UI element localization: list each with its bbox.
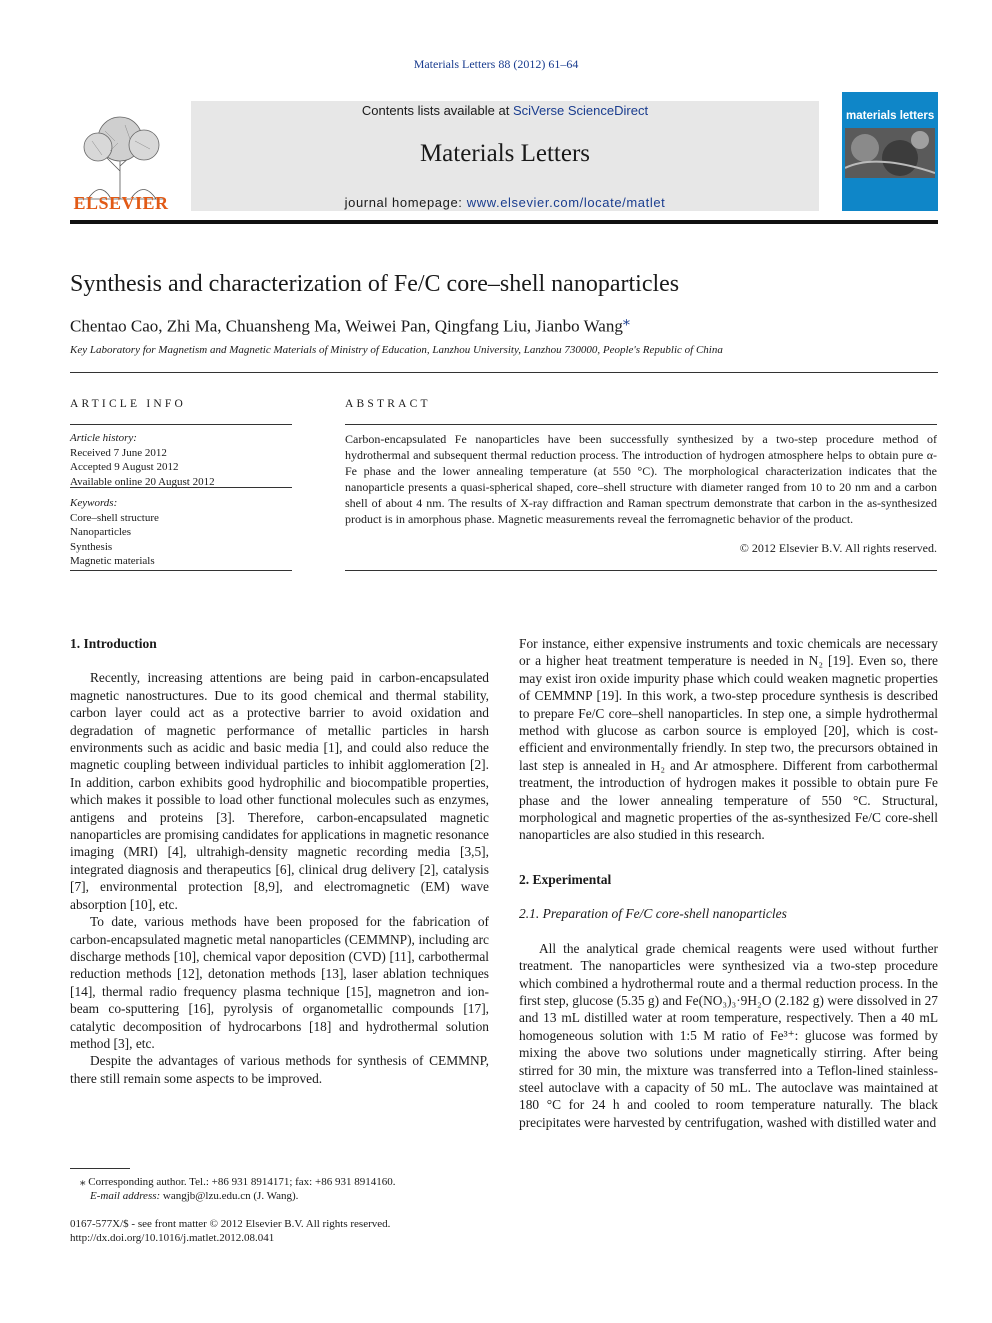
keyword-item: Nanoparticles	[70, 526, 132, 538]
email-label: E-mail address:	[90, 1190, 163, 1202]
journal-homepage	[191, 195, 819, 210]
keyword-item: Core–shell structure	[70, 511, 159, 524]
section-heading-introduction: 1. Introduction	[70, 636, 157, 651]
keywords-rule	[70, 570, 292, 571]
contents-availability	[191, 103, 819, 118]
footnote-rule	[70, 1168, 130, 1169]
article-info-heading: ARTICLE INFO	[70, 398, 186, 410]
article-history	[70, 431, 292, 489]
intro-paragraph: Despite the advantages of various methods for synthesis of CEMMNP, there still remain some aspects to be improved.	[70, 1053, 489, 1086]
intro-paragraph: For instance, either expensive instruments and toxic chemicals are necessary or a higher heat treatment temperature is needed in N₂ [19]. Even so, there may exist iron oxide impurity phase which could weaken magnetic properties of CEMMNP [19]. In this work, a two-step procedure synthesis is described to prepare Fe/C core–shell nanoparticles. In step one, a simple hydrothermal method with glucose as carbon source is employed [20], which is cost-efficient and environmentally friendly. In step two, the precursors obtained in last step is annealed in H₂ and Ar atmosphere. Different from carbothermal treatment, the introduction of hydrogen makes it possible to obtain pure Fe phase and the lower annealing temperature of 550 °C. Structural, morphological and magnetic properties of the as-synthesized Fe/C core-shell nanoparticles are also studied in this research.	[519, 636, 938, 843]
author-list	[70, 313, 630, 337]
online-date: Available online 20 August 2012	[70, 475, 215, 488]
title-divider	[70, 372, 938, 373]
accepted-date: Accepted 9 August 2012	[70, 461, 179, 473]
abstract-copyright: © 2012 Elsevier B.V. All rights reserved.	[739, 541, 937, 555]
article-info-rule	[70, 424, 292, 425]
keywords-label: Keywords:	[70, 497, 118, 509]
keyword-item: Magnetic materials	[70, 555, 155, 567]
cover-micrograph-image	[845, 128, 935, 178]
intro-paragraph: Recently, increasing attentions are being paid in carbon-encapsulated magnetic nanostructures. Due to its good chemical and thermal stability, carbon layer could act as a protective barrier to avoid oxidation and degradation of magnetic performance of metallic particles in harsh environments such as acidic and basic media [1], and could also reduce the magnetic coupling between individual particles to inhibit agglomeration [2]. In addition, carbon exhibits good hydrophilic and biocompatible properties, which makes it possible to load other functional molecules such as enzymes, antigens and proteins [3]. Therefore, carbon-encapsulated magnetic nanoparticles are promising candidates for applications in magnetic resonance imaging (MRI) [4], ultrahigh-density magnetic recording media [3,5], integrated diagnosis and therapeutics [6], clinical drug delivery [2], catalysis [7], environmental protection [8,9], and electromagnetic (EM) wave absorption [10], etc.	[70, 670, 489, 912]
corresponding-author-note: ⁎ Corresponding author. Tel.: +86 931 8914171; fax: +86 931 8914160.	[80, 1176, 396, 1188]
right-column	[519, 635, 938, 1131]
article-title: Synthesis and characterization of Fe/C core–shell nanoparticles	[70, 271, 680, 297]
sciencedirect-link[interactable]: SciVerse ScienceDirect	[512, 103, 649, 118]
homepage-prefix: journal homepage:	[344, 195, 467, 210]
homepage-link[interactable]: www.elsevier.com/locate/matlet	[466, 195, 666, 210]
contents-prefix: Contents lists available at	[361, 103, 513, 118]
issn-line: 0167-577X/$ - see front matter © 2012 Elsevier B.V. All rights reserved.	[70, 1218, 391, 1230]
keywords	[70, 496, 292, 569]
history-rule	[70, 487, 292, 488]
cover-title: materials letters	[846, 110, 935, 122]
experimental-paragraph: All the analytical grade chemical reagents were used without further treatment. The nanoparticles were synthesized via a two-step procedure which combined a hydrothermal route and a thermal reduction process. In the first step, glucose (5.35 g) and Fe(NO₃)₃·9H₂O (2.182 g) were dissolved in 27 and 13 mL distilled water at room temperature, respectively. Then a 40 mL homogeneous solution with 1:5 M ratio of Fe³⁺: glucose was formed by mixing the above two solutions under magnetically stirring. After being stirred for 30 min, the mixture was transferred into a Teflon-lined stainless-steel autoclave with a capacity of 50 mL. The autoclave was maintained at 180 °C for 24 h and cooled to room temperature naturally. The black precipitates were harvested by centrifugation, washed with distilled water and	[519, 940, 938, 1130]
left-column	[70, 635, 489, 1087]
history-label: Article history:	[70, 432, 137, 444]
affiliation: Key Laboratory for Magnetism and Magnetic Materials of Ministry of Education, Lanzhou University, Lanzhou 730000, People's Republic of China	[70, 344, 723, 356]
subsection-heading: 2.1. Preparation of Fe/C core-shell nanoparticles	[519, 906, 787, 922]
journal-citation[interactable]: Materials Letters 88 (2012) 61–64	[413, 57, 579, 71]
email-note	[90, 1189, 510, 1203]
section-heading-experimental: 2. Experimental	[519, 871, 612, 887]
doi-link[interactable]: http://dx.doi.org/10.1016/j.matlet.2012.08.041	[70, 1232, 275, 1244]
corresponding-author-marker[interactable]: ⁎	[622, 313, 630, 329]
abstract-rule	[345, 424, 937, 425]
authors-text: Chentao Cao, Zhi Ma, Chuansheng Ma, Weiwei Pan, Qingfang Liu, Jianbo Wang	[70, 316, 623, 336]
intro-paragraph: To date, various methods have been proposed for the fabrication of carbon-encapsulated magnetic metal nanoparticles (CEMMNP), including arc discharge methods [10], chemical vapor deposition (CVD) [11], carbothermal reduction methods [12], detonation methods [13], laser ablation techniques [14], thermal radio frequency plasma technique [15], magnetron and ion-beam co-sputtering [16], pyrolysis of organometallic compounds [17], catalytic decomposition of hydrocarbons [18] and hydrothermal solution method [3], etc.	[70, 914, 489, 1051]
received-date: Received 7 June 2012	[70, 446, 167, 459]
publisher-wordmark: ELSEVIER	[73, 193, 169, 213]
keyword-item: Synthesis	[70, 540, 113, 553]
abstract-heading: ABSTRACT	[345, 398, 431, 410]
abstract-text: Carbon-encapsulated Fe nanoparticles have been successfully synthesized by a two-step procedure method of hydrothermal and subsequent thermal reduction process. The introduction of hydrogen atmosphere helps to obtain pure α-Fe phase and the lower annealing temperature (at 550 °C). The morphological characterization indicates that the nanoparticle presents a quasi-spherical shaped, core–shell structure with diameter ranged from 10 to 20 nm and a carbon shell of about 4 nm. The results of X-ray diffraction and Raman spectrum demonstrate that carbon in the as-synthesized product is in amorphous phase. Magnetic measurements reveal the ferromagnetic behavior of the product.	[345, 432, 937, 526]
abstract-bottom-rule	[345, 570, 937, 571]
email-address[interactable]: wangjb@lzu.edu.cn (J. Wang).	[162, 1190, 299, 1202]
header-rule	[70, 220, 938, 224]
journal-name: Materials Letters	[419, 140, 591, 167]
